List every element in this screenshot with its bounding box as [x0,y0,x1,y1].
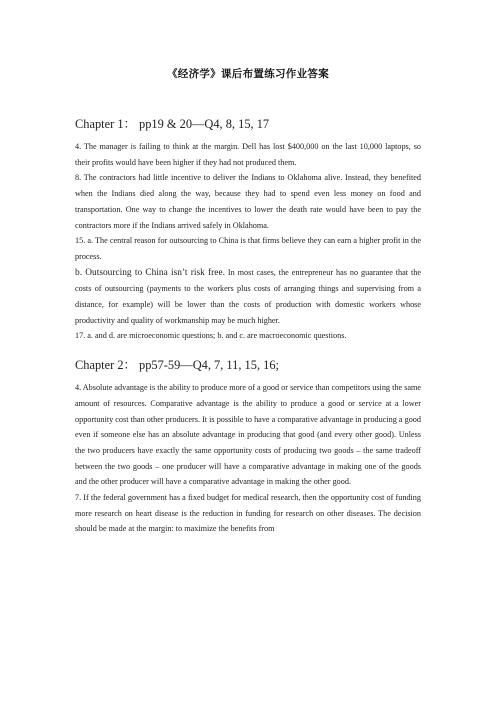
answer-1-15b-text: In most cases, the entrepreneur has no guarantee that the costs of outsourcing (payments to the workers plus costs of arranging things and supervising from a distance, for example) will be lower than the costs of production with domestic workers whose productivity and quality of workmanship may be much higher. [75,267,421,325]
chapter-1-heading: Chapter 1： pp19 & 20—Q4, 8, 15, 17 [75,117,270,131]
document-title: 《经济学》课后布置练习作业答案 [167,68,329,80]
answer-1-15b [75,265,421,329]
answer-1-8: 8. The contractors had little incentive to deliver the Indians to Oklahoma alive. Instead, they benefited when the Indians died along the way, because they had to spend even less money on food and transportation. One way to change the incentives to lower the death rate would have been to pay the contractors more if the Indians arrived safely in Oklahoma. [75,173,421,230]
answer-1-15a: 15. a. The central reason for outsourcing to China is that firms believe they can earn a higher profit in the process. [75,236,421,261]
document-body [75,116,421,537]
answer-1-17: 17. a. and d. are microeconomic questions; b. and c. are macroeconomic questions. [75,331,347,341]
chapter-2-heading: Chapter 2： pp57-59—Q4, 7, 11, 15, 16; [75,358,279,373]
answer-1-15b-lead: b. Outsourcing to China isn’t risk free. [75,267,225,278]
answer-2-7: 7. If the federal government has a fixed budget for medical research, then the opportunity cost of funding more research on heart disease is the reduction in funding for research on other diseases. The decision should be made at the margin: to maximize the benefits from [75,493,421,534]
answer-1-4: 4. The manager is failing to think at the margin. Dell has lost $400,000 on the last 10,000 laptops, so their profits would have been higher if they had not produced them. [75,142,421,167]
answer-2-4: 4. Absolute advantage is the ability to produce more of a good or service than competitors using the same amount of resources. Comparative advantage is the ability to produce a good or service at a lower opportunity cost than other producers. It is possible to have a comparative advantage in producing a good even if someone else has an absolute advantage in producing that good (and every other good). Unless the two producers have exactly the same opportunity costs of producing two goods – the same tradeoff between the two goods – one producer will have a comparative advantage in making one of the goods and the other producer will have a comparative advantage in making the other good. [75,383,421,487]
